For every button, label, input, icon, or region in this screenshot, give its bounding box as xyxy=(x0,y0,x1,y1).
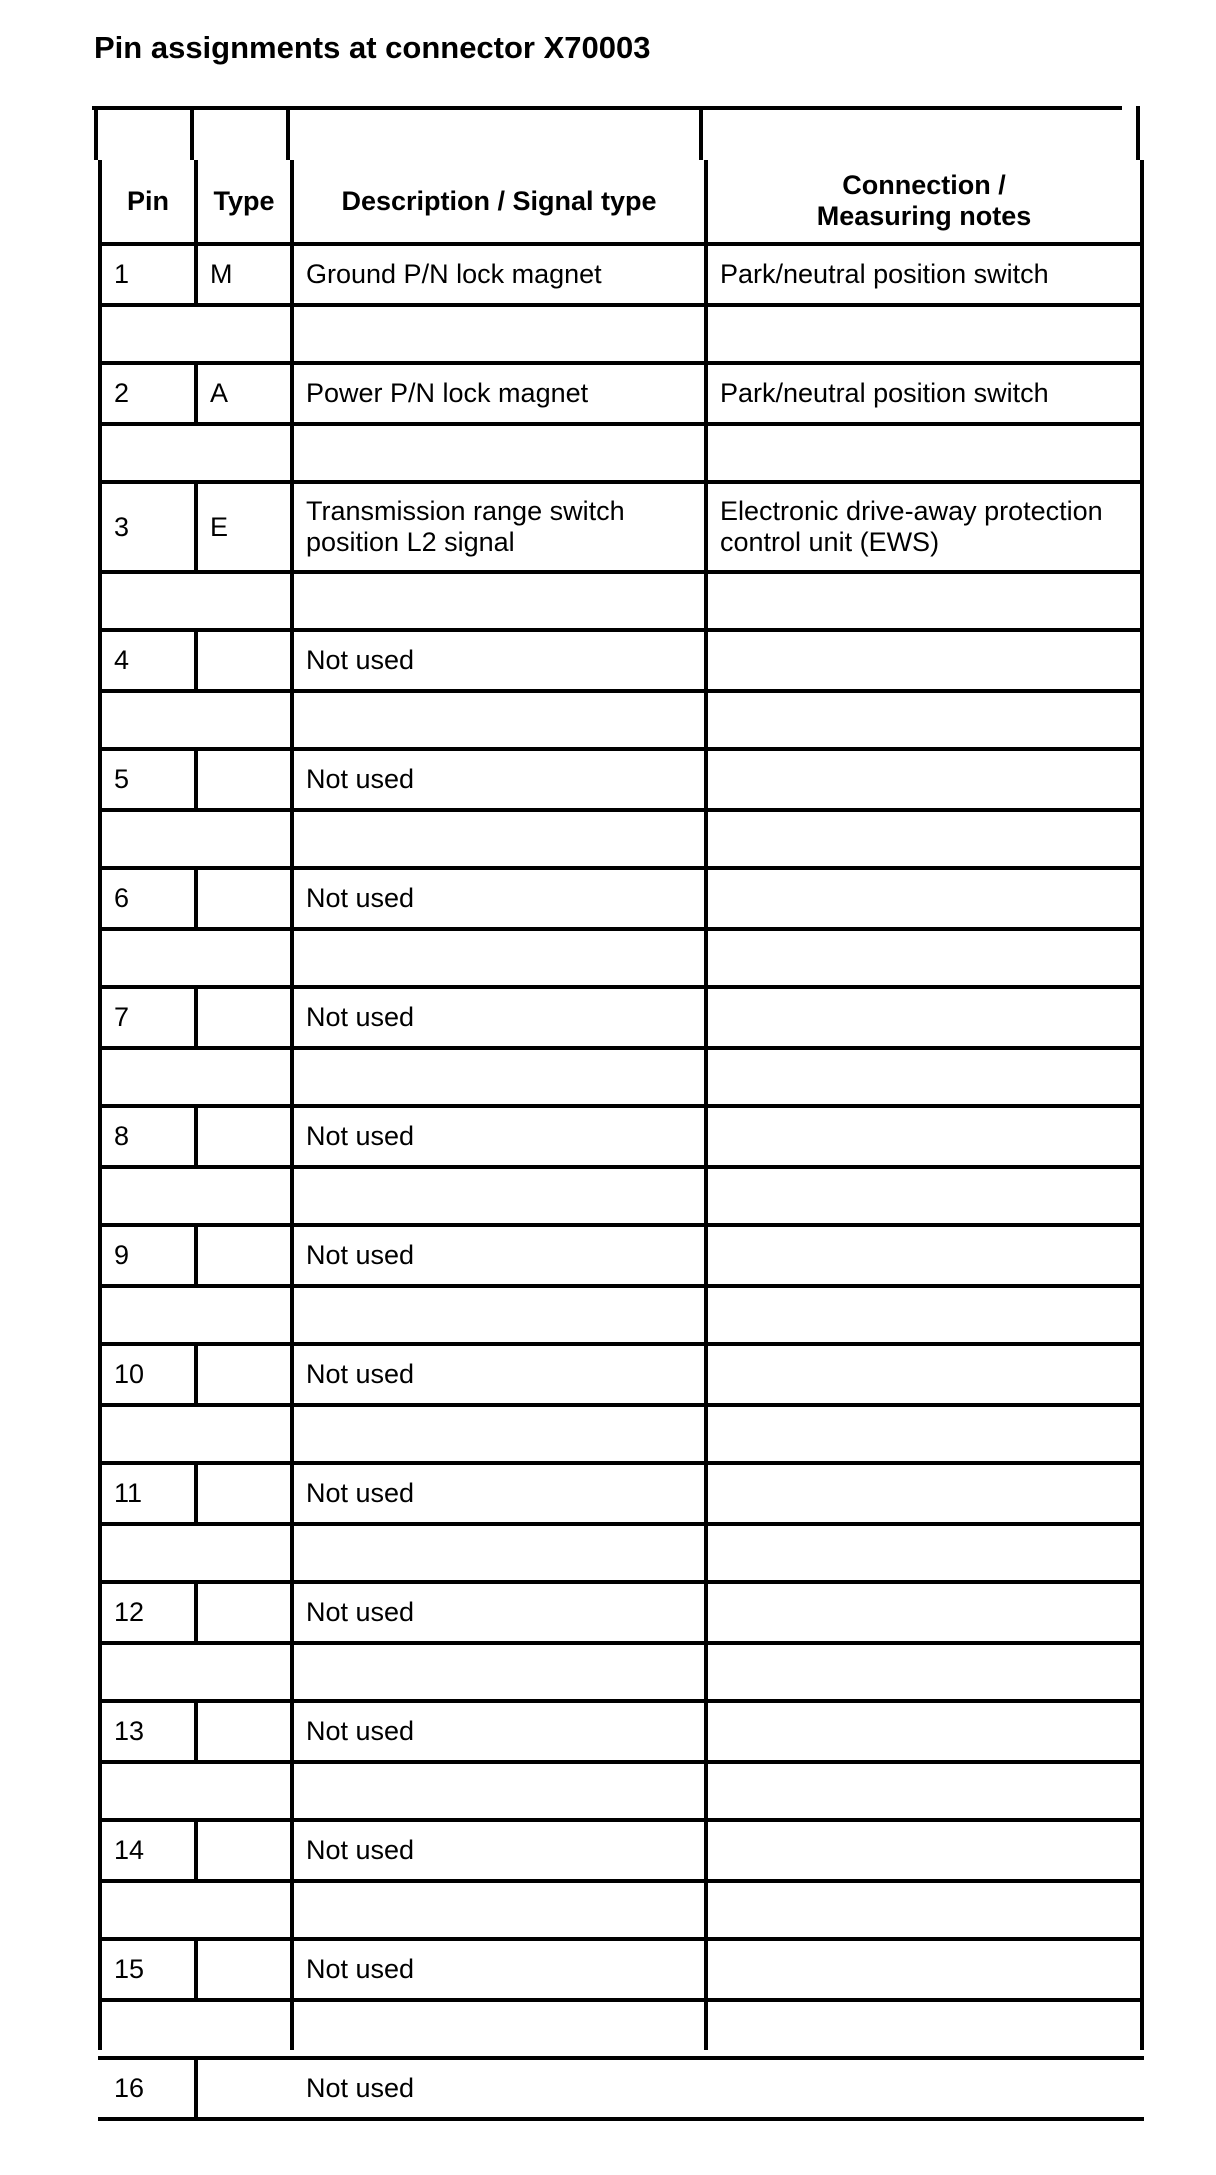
pin-type-rule xyxy=(194,1822,198,1879)
cell-type: M xyxy=(210,259,233,289)
spacer-row xyxy=(98,1050,1140,1104)
cell-connection xyxy=(720,1108,1136,1165)
pin-type-rule xyxy=(194,1227,198,1284)
cell-pin: 5 xyxy=(114,764,130,794)
cell-description: Not used xyxy=(306,2073,415,2103)
cell-description: Not used xyxy=(306,883,415,913)
header-stub-rule xyxy=(286,106,290,160)
cell-description: Not used xyxy=(306,764,415,794)
cell-connection xyxy=(720,632,1136,689)
pin-type-rule xyxy=(194,160,198,246)
pin-type-rule xyxy=(194,484,198,570)
pin-type-rule xyxy=(194,246,198,303)
cell-pin: 4 xyxy=(114,645,130,675)
cell-pin: 13 xyxy=(114,1716,145,1746)
spacer-row xyxy=(98,812,1140,866)
cell-type: A xyxy=(210,378,229,408)
cell-connection xyxy=(720,1941,1136,1998)
column-rule xyxy=(98,160,102,2050)
cell-connection: Park/neutral position switch xyxy=(720,378,1049,408)
page-title: Pin assignments at connector X70003 xyxy=(94,30,651,65)
cell-pin: 2 xyxy=(114,378,130,408)
cell-type xyxy=(210,632,286,689)
cell-type xyxy=(210,1941,286,1998)
cell-connection xyxy=(720,1346,1136,1403)
cell-pin: 15 xyxy=(114,1954,145,1984)
spacer-row xyxy=(98,1407,1140,1461)
cell-connection xyxy=(720,1703,1136,1760)
table-top-border xyxy=(92,106,1122,110)
cell-connection xyxy=(720,870,1136,927)
spacer-row xyxy=(98,2121,1140,2175)
spacer-row xyxy=(98,1883,1140,1937)
cell-description: Not used xyxy=(306,1954,415,1984)
column-rule xyxy=(704,160,708,2050)
cell-type xyxy=(210,1465,286,1522)
pin-type-rule xyxy=(194,1346,198,1403)
pin-type-rule xyxy=(194,1584,198,1641)
header-description: Description / Signal type xyxy=(341,185,657,216)
cell-description: Not used xyxy=(306,1002,415,1032)
cell-connection xyxy=(720,1227,1136,1284)
spacer-row xyxy=(98,2002,1140,2056)
cell-pin: 14 xyxy=(114,1835,145,1865)
cell-type xyxy=(210,1346,286,1403)
spacer-row xyxy=(98,1764,1140,1818)
spacer-row xyxy=(98,1645,1140,1699)
cell-type xyxy=(210,1108,286,1165)
spacer-row xyxy=(98,1288,1140,1342)
cell-pin: 7 xyxy=(114,1002,130,1032)
pin-type-rule xyxy=(194,1465,198,1522)
column-rule xyxy=(290,160,294,2050)
cell-type xyxy=(210,870,286,927)
cell-pin: 12 xyxy=(114,1597,145,1627)
cell-description: Power P/N lock magnet xyxy=(306,378,589,408)
cell-description: Not used xyxy=(306,1240,415,1270)
cell-connection xyxy=(720,751,1136,808)
spacer-row xyxy=(98,307,1140,361)
spacer-row xyxy=(98,574,1140,628)
spacer-row xyxy=(98,426,1140,480)
header-stub-rule xyxy=(190,106,194,160)
column-rule xyxy=(1140,160,1144,2050)
header-pin: Pin xyxy=(126,185,169,216)
header-stub-rule xyxy=(699,106,703,160)
cell-type xyxy=(210,2060,286,2117)
cell-description: Not used xyxy=(306,1121,415,1151)
pin-type-rule xyxy=(194,1108,198,1165)
cell-pin: 10 xyxy=(114,1359,145,1389)
cell-connection xyxy=(720,1465,1136,1522)
cell-type xyxy=(210,1227,286,1284)
cell-type: E xyxy=(210,511,229,542)
header-type: Type xyxy=(213,185,275,216)
cell-description: Transmission range switch position L2 signal xyxy=(306,496,625,557)
cell-connection xyxy=(720,1584,1136,1641)
spacer-row xyxy=(98,693,1140,747)
cell-connection xyxy=(720,2060,1136,2117)
cell-description: Not used xyxy=(306,645,415,675)
cell-description: Not used xyxy=(306,1835,415,1865)
cell-connection: Electronic drive-away protection control unit (EWS) xyxy=(720,496,1103,557)
spacer-row xyxy=(98,1526,1140,1580)
cell-pin: 16 xyxy=(114,2073,145,2103)
cell-description: Not used xyxy=(306,1716,415,1746)
cell-connection xyxy=(720,1822,1136,1879)
pin-type-rule xyxy=(194,751,198,808)
cell-description: Ground P/N lock magnet xyxy=(306,259,602,289)
pin-type-rule xyxy=(194,989,198,1046)
cell-type xyxy=(210,1584,286,1641)
cell-connection: Park/neutral position switch xyxy=(720,259,1049,289)
cell-pin: 6 xyxy=(114,883,130,913)
cell-type xyxy=(210,751,286,808)
cell-pin: 1 xyxy=(114,259,130,289)
header-connection: Connection / Measuring notes xyxy=(816,170,1032,231)
pin-type-rule xyxy=(194,632,198,689)
cell-description: Not used xyxy=(306,1359,415,1389)
header-stub-rule xyxy=(94,106,98,160)
cell-type xyxy=(210,1703,286,1760)
cell-pin: 11 xyxy=(114,1478,143,1508)
cell-pin: 3 xyxy=(114,511,130,542)
cell-type xyxy=(210,1822,286,1879)
spacer-row xyxy=(98,1169,1140,1223)
cell-description: Not used xyxy=(306,1597,415,1627)
cell-type xyxy=(210,989,286,1046)
pin-type-rule xyxy=(194,2060,198,2117)
pin-type-rule xyxy=(194,870,198,927)
cell-pin: 9 xyxy=(114,1240,130,1270)
cell-pin: 8 xyxy=(114,1121,130,1151)
pin-type-rule xyxy=(194,1941,198,1998)
pin-type-rule xyxy=(194,1703,198,1760)
spacer-row xyxy=(98,931,1140,985)
cell-connection xyxy=(720,989,1136,1046)
cell-description: Not used xyxy=(306,1478,415,1508)
header-stub-rule xyxy=(1136,106,1140,160)
pin-type-rule xyxy=(194,365,198,422)
